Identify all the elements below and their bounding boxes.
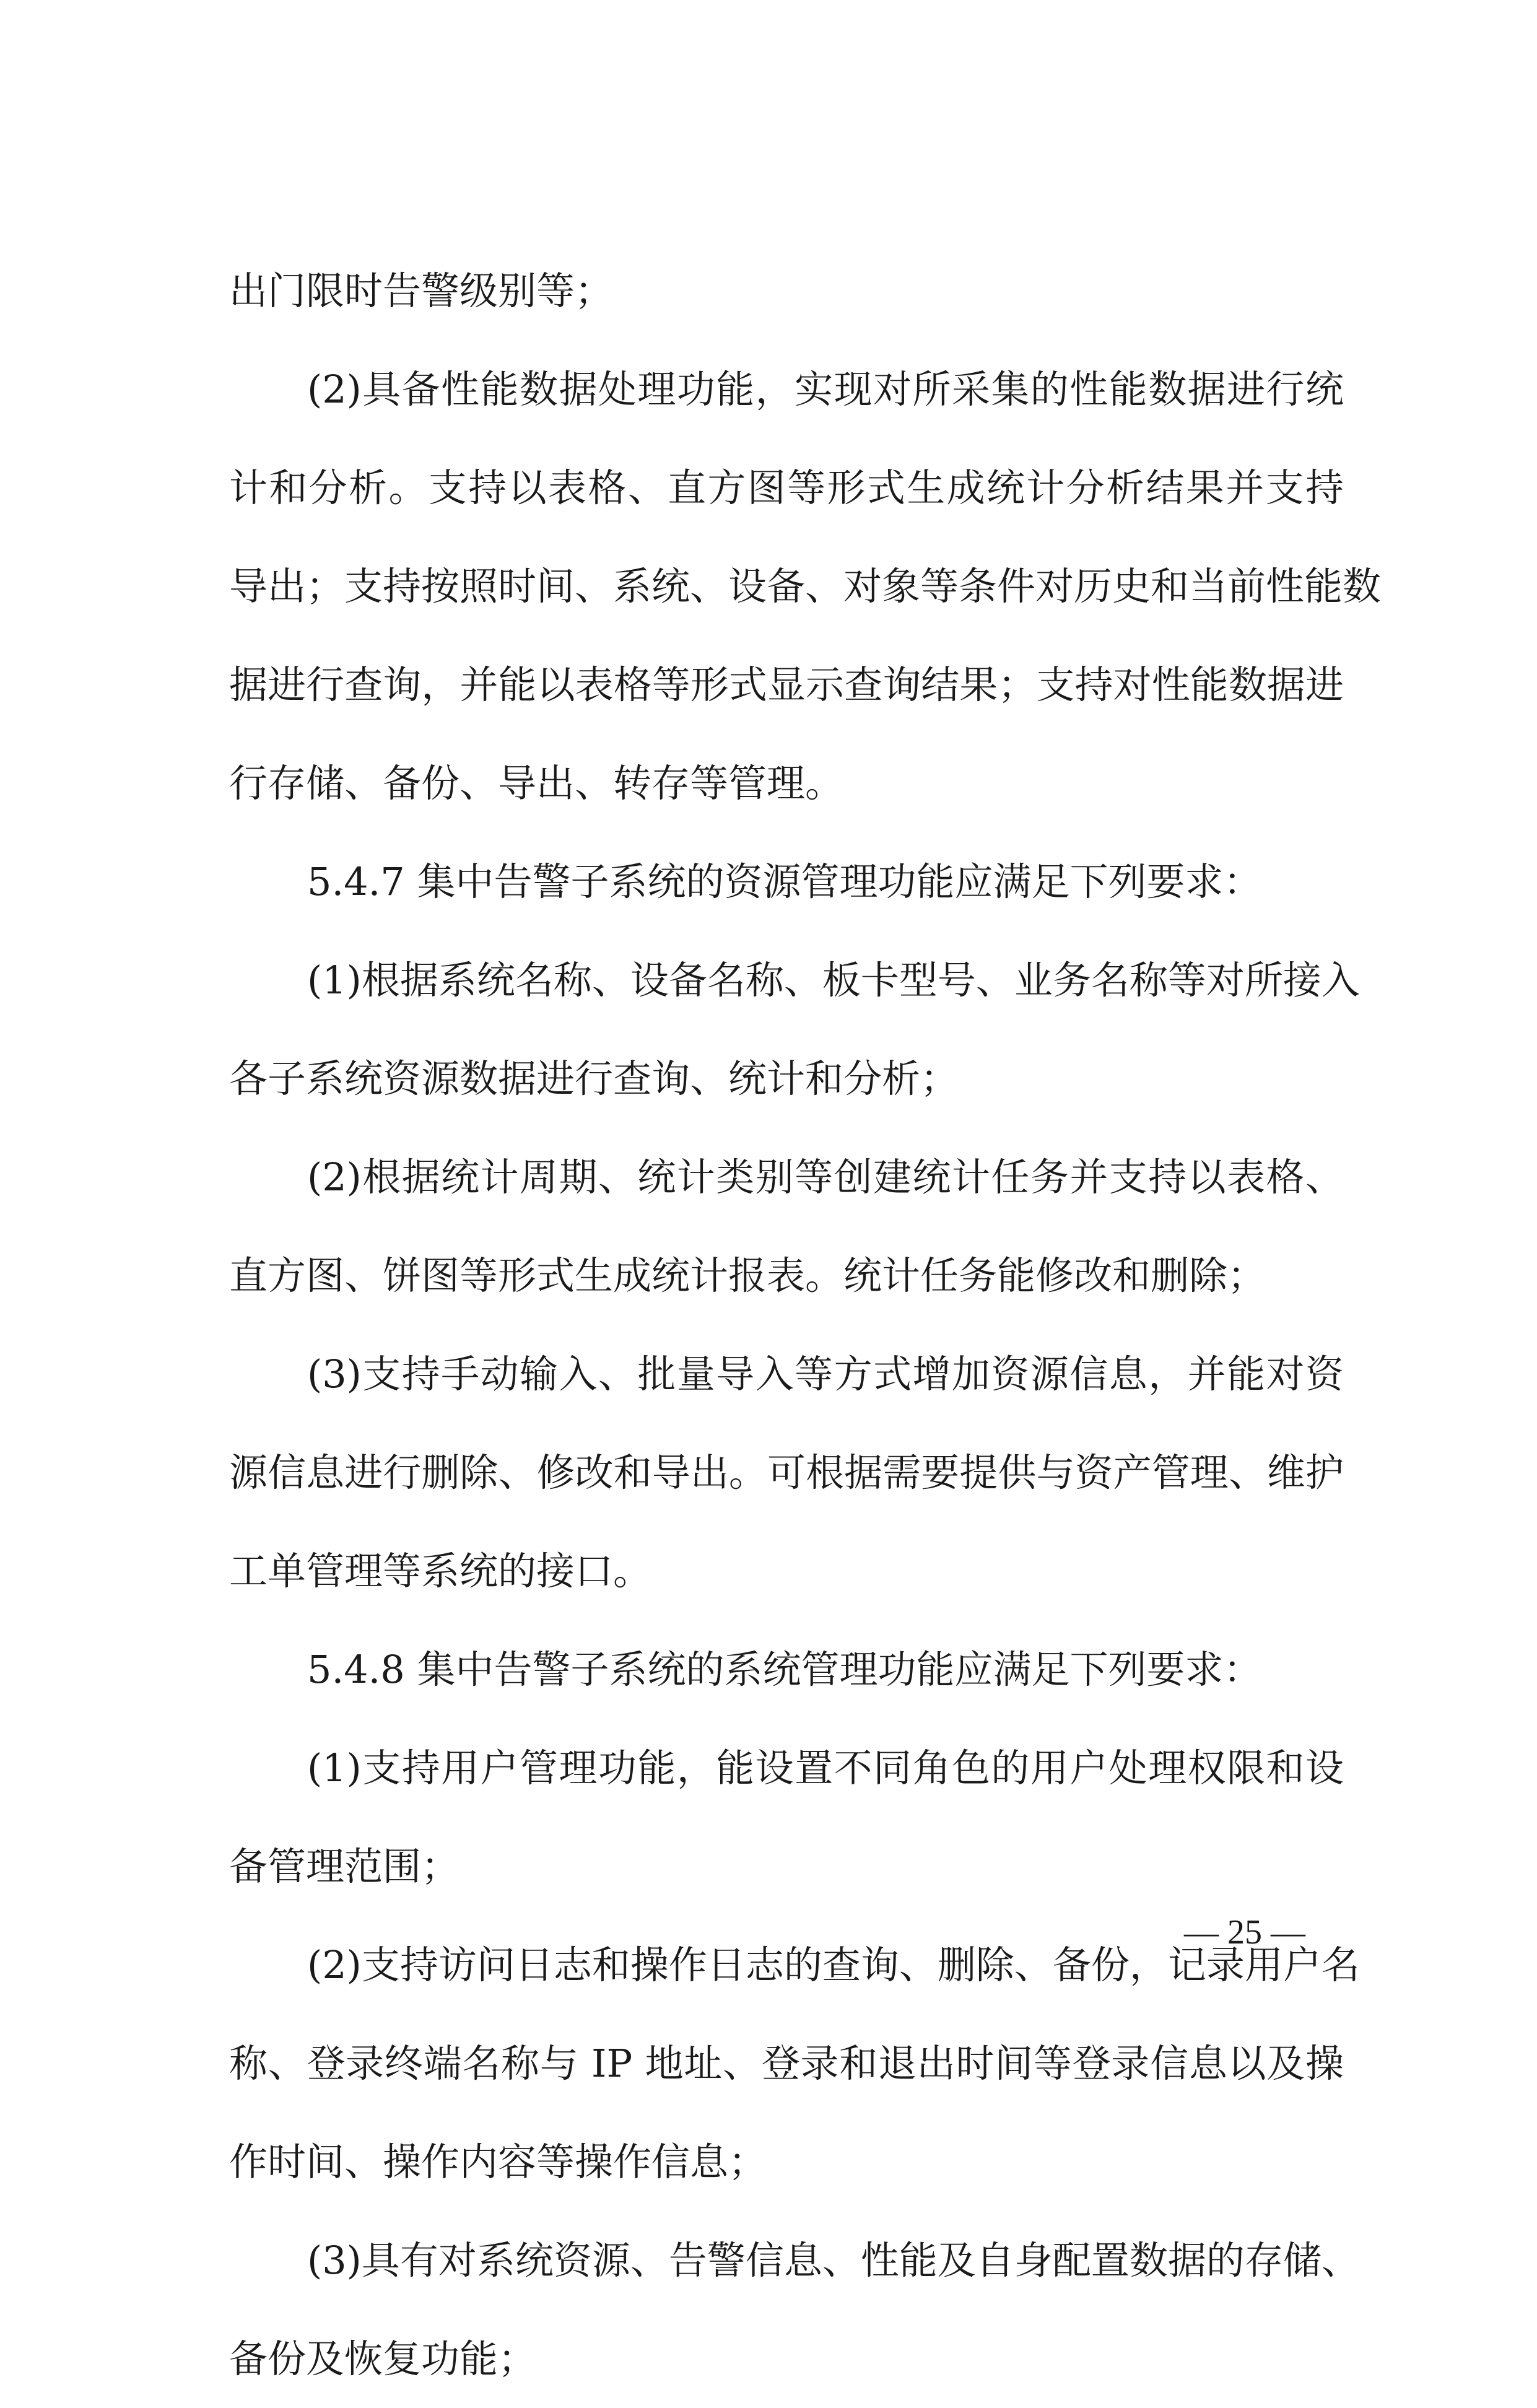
- text-line: 作时间、操作内容等操作信息；: [229, 2139, 767, 2184]
- text-line: 直方图、饼图等形式生成统计报表。统计任务能修改和删除；: [229, 1253, 1266, 1298]
- text-line: (3)具有对系统资源、告警信息、性能及自身配置数据的存储、: [307, 2238, 1360, 2283]
- text-line: (2)根据统计周期、统计类别等创建统计任务并支持以表格、: [307, 1154, 1344, 1200]
- text-line: 计和分析。支持以表格、直方图等形式生成统计分析结果并支持: [229, 465, 1344, 510]
- text-line: 出门限时告警级别等；: [229, 268, 614, 313]
- section-heading: 5.4.7 集中告警子系统的资源管理功能应满足下列要求：: [307, 859, 1262, 904]
- text-line: (3)支持手动输入、批量导入等方式增加资源信息，并能对资: [307, 1351, 1344, 1397]
- text-line: (2)支持访问日志和操作日志的查询、删除、备份，记录用户名: [307, 1942, 1360, 1987]
- text-line: 行存储、备份、导出、转存等管理。: [229, 761, 844, 806]
- page-number: — 25 —: [1184, 1913, 1305, 1952]
- section-heading: 5.4.8 集中告警子系统的系统管理功能应满足下列要求：: [307, 1647, 1262, 1692]
- text-line: 工单管理等系统的接口。: [229, 1548, 652, 1594]
- text-line: 源信息进行删除、修改和导出。可根据需要提供与资产管理、维护: [229, 1450, 1344, 1495]
- text-line: 导出；支持按照时间、系统、设备、对象等条件对历史和当前性能数: [229, 564, 1382, 609]
- text-line: 据进行查询，并能以表格等形式显示查询结果；支持对性能数据进: [229, 662, 1344, 707]
- text-line: 各子系统资源数据进行查询、统计和分析；: [229, 1056, 959, 1101]
- text-line: (1)支持用户管理功能，能设置不同角色的用户处理权限和设: [307, 1745, 1344, 1791]
- text-line: 备管理范围；: [229, 1844, 460, 1889]
- text-line: 备份及恢复功能；: [229, 2336, 537, 2381]
- body-text: [229, 242, 1382, 2408]
- text-line: (2)具备性能数据处理功能，实现对所采集的性能数据进行统: [307, 367, 1344, 412]
- text-line: (1)根据系统名称、设备名称、板卡型号、业务名称等对所接入: [307, 958, 1360, 1003]
- text-line: 称、登录终端名称与 IP 地址、登录和退出时间等登录信息以及操: [229, 2041, 1344, 2086]
